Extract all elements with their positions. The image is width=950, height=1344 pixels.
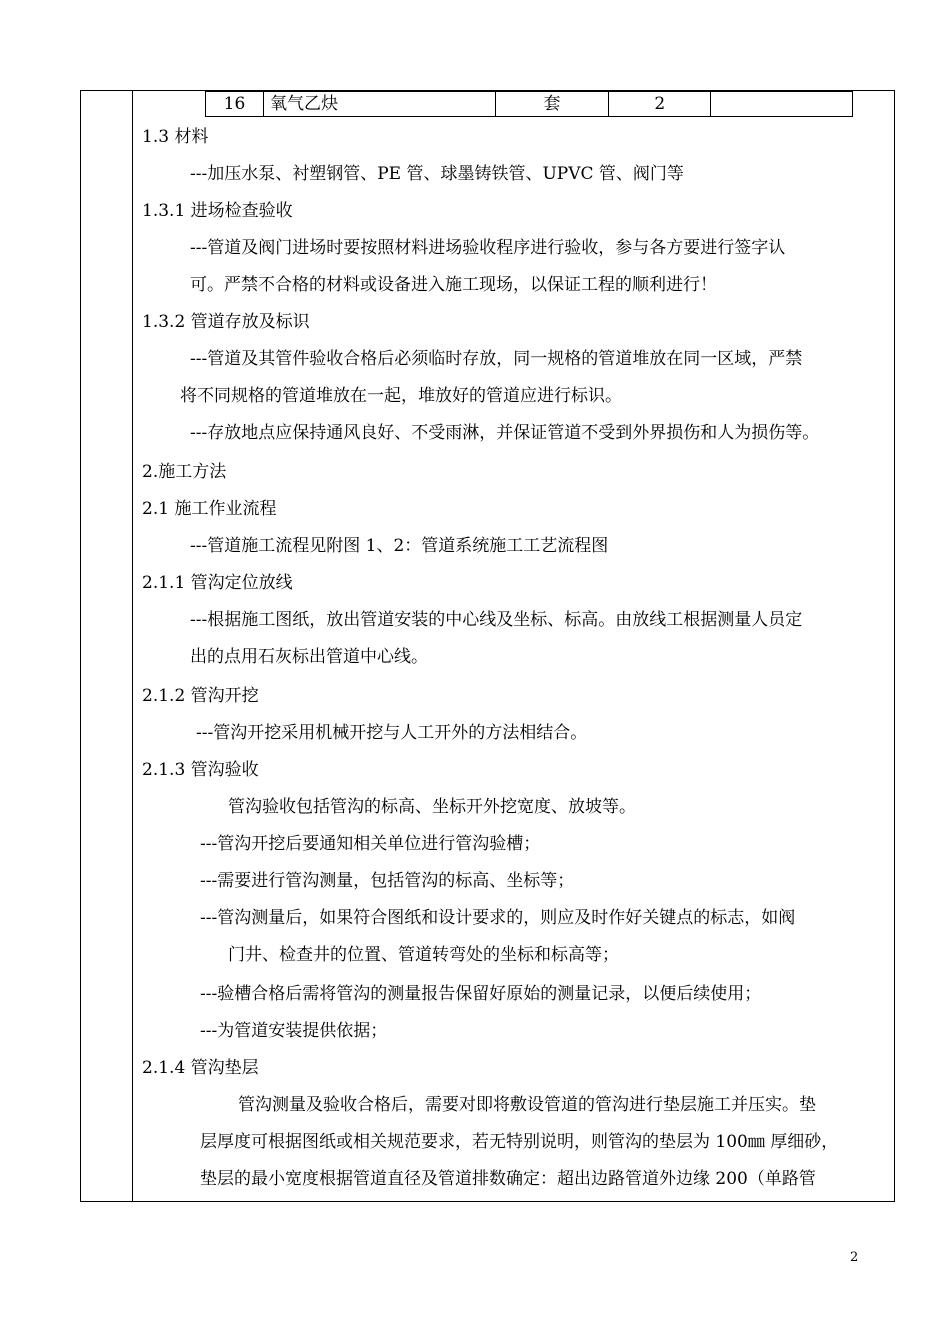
body-line: ---加压水泵、衬塑钢管、PE 管、球墨铸铁管、UPVC 管、阀门等 (190, 164, 684, 184)
body-line: ---管沟测量后，如果符合图纸和设计要求的，则应及时作好关键点的标志，如阀 (200, 908, 796, 928)
body-line: 层厚度可根据图纸或相关规范要求，若无特别说明，则管沟的垫层为 100㎜ 厚细砂， (200, 1132, 839, 1152)
section-heading: 2.1.3 管沟验收 (142, 760, 259, 780)
body-line: 管沟验收包括管沟的标高、坐标开外挖宽度、放坡等。 (228, 797, 636, 817)
cell-no: 16 (206, 92, 264, 117)
body-line: 将不同规格的管道堆放在一起，堆放好的管道应进行标识。 (180, 386, 622, 406)
cell-unit: 套 (495, 92, 609, 117)
cell-name: 氧气乙炔 (263, 92, 495, 117)
body-line: ---验槽合格后需将管沟的测量报告保留好原始的测量记录，以便后续使用； (200, 984, 762, 1004)
body-line: 门井、检查井的位置、管道转弯处的坐标和标高等； (228, 945, 619, 965)
body-line: ---管道及其管件验收合格后必须临时存放，同一规格的管道堆放在同一区域，严禁 (190, 349, 803, 369)
body-line: ---管道施工流程见附图 1、2：管道系统施工工艺流程图 (190, 536, 609, 556)
section-heading: 2.1.2 管沟开挖 (142, 686, 259, 706)
equipment-table (205, 91, 853, 117)
body-line: ---根据施工图纸，放出管道安装的中心线及坐标、标高。由放线工根据测量人员定 (190, 610, 803, 630)
body-line: ---为管道安装提供依据； (200, 1021, 388, 1041)
body-line: 出的点用石灰标出管道中心线。 (190, 647, 428, 667)
table-column-divider (132, 90, 133, 1202)
body-line: ---管沟开挖采用机械开挖与人工开外的方法相结合。 (196, 723, 588, 743)
body-line: 可。严禁不合格的材料或设备进入施工现场，以保证工程的顺利进行！ (190, 275, 717, 295)
page-number: 2 (850, 1250, 859, 1265)
body-line: 垫层的最小宽度根据管道直径及管道排数确定：超出边路管道外边缘 200（单路管 (200, 1169, 816, 1189)
section-heading: 2.施工方法 (142, 462, 227, 482)
body-line: ---需要进行管沟测量，包括管沟的标高、坐标等； (200, 871, 575, 891)
section-heading: 1.3 材料 (142, 127, 209, 147)
body-line: ---存放地点应保持通风良好、不受雨淋，并保证管道不受到外界损伤和人为损伤等。 (190, 423, 820, 443)
cell-qty: 2 (609, 92, 711, 117)
section-heading: 1.3.2 管道存放及标识 (142, 312, 310, 332)
body-line: ---管道及阀门进场时要按照材料进场验收程序进行验收，参与各方要进行签字认 (190, 238, 786, 258)
cell-remark (711, 92, 853, 117)
section-heading: 2.1 施工作业流程 (142, 499, 277, 519)
section-heading: 2.1.4 管沟垫层 (142, 1058, 259, 1078)
section-heading: 2.1.1 管沟定位放线 (142, 573, 293, 593)
table-row (206, 92, 853, 117)
section-heading: 1.3.1 进场检查验收 (142, 201, 293, 221)
body-line: 管沟测量及验收合格后，需要对即将敷设管道的管沟进行垫层施工并压实。垫 (238, 1095, 816, 1115)
body-line: ---管沟开挖后要通知相关单位进行管沟验槽； (200, 834, 541, 854)
